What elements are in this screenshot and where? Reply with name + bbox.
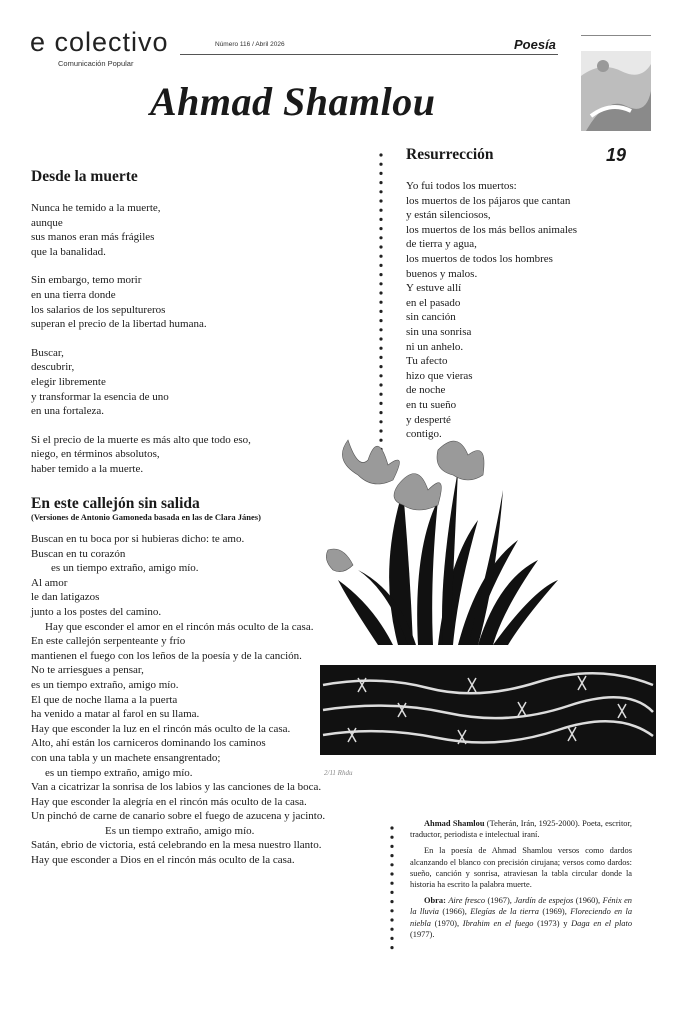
divider-dot bbox=[379, 273, 382, 276]
divider-dot bbox=[379, 199, 382, 202]
poem-line: mantienen el fuego con los leños de la poesía y de la canción. bbox=[31, 649, 302, 662]
work-title: Fénix en la lluvia bbox=[410, 896, 632, 917]
poem-line: de noche bbox=[406, 384, 446, 397]
poem-line: sus manos eran más frágiles bbox=[31, 231, 155, 244]
poem-line: contigo. bbox=[406, 428, 442, 441]
divider-dot bbox=[390, 854, 393, 857]
bio-name: Ahmad Shamlou bbox=[424, 819, 485, 828]
work-title: Daga en el plato bbox=[571, 918, 633, 928]
poem-line: en una tierra donde bbox=[31, 288, 116, 301]
divider-dot bbox=[379, 301, 382, 304]
divider-dot bbox=[379, 393, 382, 396]
poem-line: los salarios de los sepultureros bbox=[31, 303, 166, 316]
divider-dot bbox=[379, 337, 382, 340]
logo-text: e colectivo bbox=[30, 27, 169, 57]
poem-line: en una fortaleza. bbox=[31, 405, 104, 418]
bio-roles: Poeta, escritor, traductor, periodista e intelectual iraní. bbox=[410, 819, 633, 840]
poem-line: Alto, ahí están los carniceros dominando los caminos bbox=[31, 737, 266, 750]
poem-line: elegir libremente bbox=[31, 375, 106, 388]
poem-line: Sin embargo, temo morir bbox=[31, 274, 142, 287]
poem-line: Al amor bbox=[31, 576, 68, 589]
dotted-divider bbox=[389, 825, 395, 950]
divider-dot bbox=[379, 181, 382, 184]
work-year: (1960), bbox=[573, 896, 603, 906]
divider-dot bbox=[379, 374, 382, 377]
poem-line: El que de noche llama a la puerta bbox=[31, 693, 178, 706]
divider-dot bbox=[379, 411, 382, 414]
divider-dot bbox=[379, 402, 382, 405]
bio-works bbox=[410, 895, 632, 940]
divider-dot bbox=[390, 845, 393, 848]
poem-subtitle-callejon: (Versiones de Antonio Gamoneda basada en las de Clara Jánes) bbox=[31, 512, 261, 522]
divider-dot bbox=[379, 172, 382, 175]
divider-dot bbox=[379, 420, 382, 423]
art-signature: 2/11 Rhdu bbox=[324, 769, 353, 777]
work-year: (1966), bbox=[438, 907, 471, 917]
poem-line: los muertos de todos los hombres bbox=[406, 252, 553, 265]
divider-dot bbox=[390, 826, 393, 829]
author-bio bbox=[410, 818, 632, 945]
poem-line: los muertos de los más bellos animales bbox=[406, 223, 578, 236]
poem-line: descubrir, bbox=[31, 361, 75, 374]
poem-line: Es un tiempo extraño, amigo mío. bbox=[105, 824, 255, 837]
poem-line: ni un anhelo. bbox=[406, 340, 464, 353]
work-year: (1969), bbox=[538, 907, 571, 917]
divider-dot bbox=[390, 918, 393, 921]
poem-line: en tu sueño bbox=[406, 398, 457, 411]
poem-line: de tierra y agua, bbox=[406, 238, 477, 251]
divider-dot bbox=[379, 218, 382, 221]
logo-subtitle: Comunicación Popular bbox=[58, 59, 134, 68]
poem-body-desde-la-muerte bbox=[31, 201, 251, 491]
divider-dot bbox=[379, 209, 382, 212]
poem-line: que la banalidad. bbox=[31, 245, 106, 258]
poem-line: Tu afecto bbox=[406, 355, 448, 368]
poem-line: hizo que vieras bbox=[406, 369, 473, 382]
divider-dot bbox=[390, 891, 393, 894]
poem-line: es un tiempo extraño, amigo mío. bbox=[31, 678, 179, 691]
divider-dot bbox=[379, 190, 382, 193]
poem-line: Van a cicatrizar la sonrisa de los labios y las canciones de la boca. bbox=[31, 781, 322, 794]
divider-dot bbox=[390, 928, 393, 931]
work-year: (1970), bbox=[430, 918, 463, 928]
bio-description: En la poesía de Ahmad Shamlou versos como dardos alcanzando el blanco con precisión cirujana; versos como dardos: sueño, canción y sonrisa, atraviesan la tabla circular donde la historia ha escrito la palabra muerte. bbox=[410, 846, 632, 890]
work-title: Aire fresco bbox=[448, 896, 486, 906]
section-thumbnail bbox=[581, 35, 651, 131]
divider-dot bbox=[379, 245, 382, 248]
divider-dot bbox=[379, 227, 382, 230]
divider-dot bbox=[390, 882, 393, 885]
header-rule bbox=[180, 54, 558, 55]
iris-barbed-wire-woodcut bbox=[318, 430, 658, 785]
poem-line: y están silenciosos, bbox=[406, 209, 491, 222]
divider-dot bbox=[379, 356, 382, 359]
poem-line: Hay que esconder a Dios en el rincón más oculto de la casa. bbox=[31, 854, 295, 867]
stanza bbox=[31, 273, 251, 331]
poem-line: es un tiempo extraño, amigo mío. bbox=[51, 562, 199, 575]
page-title: Ahmad Shamlou bbox=[150, 79, 436, 124]
poem-line: Buscan en tu corazón bbox=[31, 547, 126, 560]
poem-line: superan el precio de la libertad humana. bbox=[31, 318, 207, 331]
divider-dot bbox=[379, 347, 382, 350]
poem-line: Un pinchó de carne de canario sobre el fuego de azucena y jacinto. bbox=[31, 810, 326, 823]
work-title: Ibrahim en el fuego bbox=[462, 918, 534, 928]
poem-line: Hay que esconder el amor en el rincón más oculto de la casa. bbox=[45, 620, 314, 633]
divider-dot bbox=[379, 291, 382, 294]
poem-line: es un tiempo extraño, amigo mío. bbox=[45, 766, 193, 779]
bio-obra-label: Obra: bbox=[424, 896, 446, 906]
divider-dot bbox=[390, 900, 393, 903]
work-year: (1977). bbox=[410, 929, 435, 939]
masthead-logo bbox=[30, 28, 180, 78]
divider-dot bbox=[390, 946, 393, 949]
poem-line: Hay que esconder la luz en el rincón más oculto de la casa. bbox=[31, 722, 291, 735]
poem-line: niego, en términos absolutos, bbox=[31, 448, 160, 461]
divider-dot bbox=[390, 872, 393, 875]
poem-line: Nunca he temido a la muerte, bbox=[31, 202, 161, 214]
poem-body-resurreccion bbox=[406, 179, 577, 442]
poem-line: junto a los postes del camino. bbox=[31, 605, 162, 618]
work-year: (1967), bbox=[485, 896, 515, 906]
poem-line: En este callejón serpenteante y frío bbox=[31, 635, 186, 648]
page-number: 19 bbox=[606, 145, 627, 165]
divider-dot bbox=[379, 365, 382, 368]
poem-line: buenos y malos. bbox=[406, 267, 478, 280]
section-label: Poesía bbox=[514, 37, 556, 52]
poem-line: haber temido a la muerte. bbox=[31, 462, 144, 475]
divider-dot bbox=[379, 319, 382, 322]
poem-line: sin canción bbox=[406, 311, 456, 324]
divider-dot bbox=[390, 863, 393, 866]
work-title: Jardín de espejos bbox=[514, 896, 574, 906]
poem-title-callejon: En este callejón sin salida bbox=[31, 495, 200, 512]
poem-line: Si el precio de la muerte es más alto que todo eso, bbox=[31, 433, 251, 446]
poem-line: aunque bbox=[31, 216, 63, 229]
stanza bbox=[31, 346, 251, 419]
divider-dot bbox=[390, 836, 393, 839]
poem-line: los muertos de los pájaros que cantan bbox=[406, 194, 571, 207]
divider-dot bbox=[379, 153, 382, 156]
dotted-divider bbox=[378, 152, 384, 452]
poem-line: ha venido a matar al farol en su llama. bbox=[31, 708, 200, 721]
poem-line: le dan latigazos bbox=[31, 591, 100, 604]
divider-dot bbox=[379, 282, 382, 285]
poem-title-desde-la-muerte: Desde la muerte bbox=[31, 168, 138, 185]
poem-body-callejon bbox=[31, 532, 325, 868]
poem-line: Yo fui todos los muertos: bbox=[406, 180, 517, 192]
poem-line: y transformar la esencia de uno bbox=[31, 390, 169, 403]
divider-dot bbox=[379, 264, 382, 267]
bio-intro bbox=[410, 818, 632, 840]
poem-title-resurreccion: Resurrección bbox=[406, 146, 494, 163]
divider-dot bbox=[379, 163, 382, 166]
poem-line: y desperté bbox=[406, 413, 451, 426]
bio-dates: (Teherán, Irán, 1925-2000). bbox=[486, 819, 580, 828]
poem-line: Hay que esconder la alegría en el rincón más oculto de la casa. bbox=[31, 795, 307, 808]
poem-line: Y estuve allí bbox=[406, 282, 462, 295]
work-title: Elegías de la tierra bbox=[470, 907, 539, 917]
stanza bbox=[31, 201, 251, 259]
work-title: Floreciendo en la niebla bbox=[410, 907, 633, 928]
poem-line: con una tabla y un machete ensangrentado; bbox=[31, 751, 221, 764]
poem-line: Buscar, bbox=[31, 346, 64, 359]
divider-dot bbox=[379, 310, 382, 313]
poem-line: Satán, ebrio de victoria, está celebrando en la mesa nuestro llanto. bbox=[31, 839, 322, 852]
divider-dot bbox=[379, 383, 382, 386]
divider-dot bbox=[379, 236, 382, 239]
poem-line: sin una sonrisa bbox=[406, 325, 472, 338]
work-year: (1973) y bbox=[533, 918, 572, 928]
thumbnail-art-icon bbox=[581, 36, 651, 131]
stanza bbox=[31, 433, 251, 477]
issue-info: Número 116 / Abril 2026 bbox=[215, 41, 285, 48]
divider-dot bbox=[390, 937, 393, 940]
poem-header-callejon bbox=[31, 495, 261, 522]
divider-dot bbox=[379, 328, 382, 331]
poem-line: en el pasado bbox=[406, 296, 461, 309]
divider-dot bbox=[390, 909, 393, 912]
poem-line: Buscan en tu boca por si hubieras dicho: te amo. bbox=[31, 533, 245, 545]
divider-dot bbox=[379, 255, 382, 258]
poem-line: No te arriesgues a pensar, bbox=[31, 664, 144, 677]
